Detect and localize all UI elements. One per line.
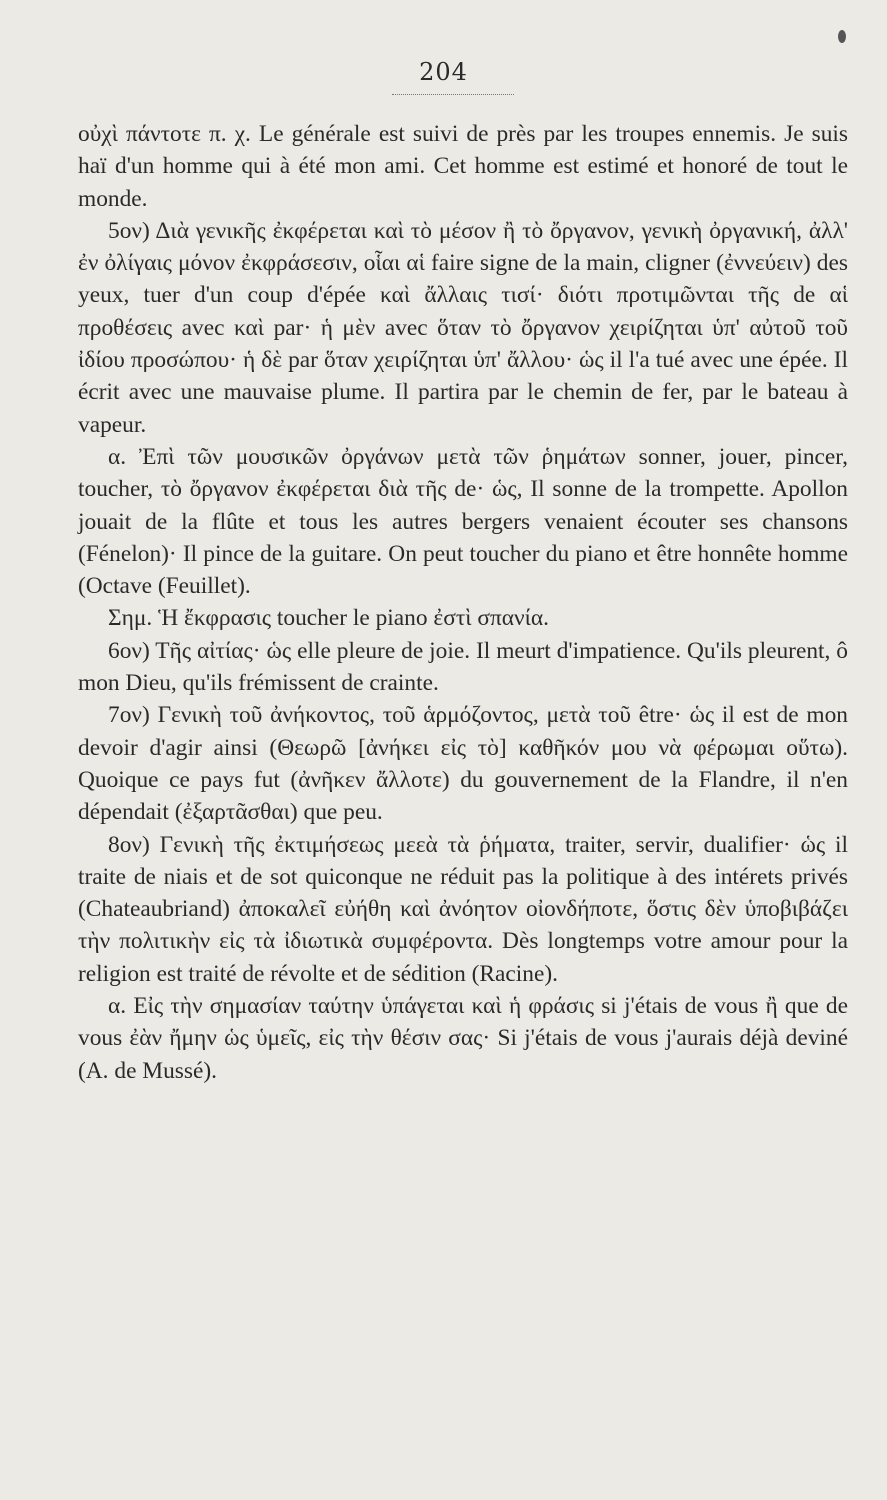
- paragraph-8-alpha: α. Εἰς τὴν σημασίαν ταύτην ὑπάγεται καὶ ἡ φράσις si j'étais de vous ἢ que de vous ἐὰν ἤμην ὡς ὑμεῖς, εἰς τὴν θέσιν σας· Si j'étais de vous j'aurais déjà deviné (A. de Mussé).: [78, 993, 848, 1084]
- paragraph-5-alpha: α. Ἐπὶ τῶν μουσικῶν ὀργάνων μετὰ τῶν ῥημάτων sonner, jouer, pincer, toucher, τὸ ὄργανον ἐκφέρεται διὰ τῆς de· ὡς, Il sonne de la trompette. Apollon jouait de la flûte et tous les autres bergers venaient écouter ses chansons (Fénelon)· Il pince de la guitare. On peut toucher du piano et être honnête homme (Octave (Feuillet).: [78, 443, 848, 600]
- paragraph-8: 8ον) Γενικὴ τῆς ἐκτιμήσεως μεεὰ τὰ ῥήματα, traiter, servir, dualifier· ὡς il traite de niais et de sot quiconque ne réduit pas la politique à des intérets privés (Chateaubriand) ἀποκαλεῖ εὐήθη καὶ ἀνόητον οἰονδήποτε, ὅστις δὲν ὑποβιβάζει τὴν πολιτικὴν εἰς τὰ ἰδιωτικὰ συμφέροντα. Dès longtemps votre amour pour la religion est traité de révolte et de sédition (Racine).: [78, 831, 848, 987]
- body-text: [78, 118, 848, 1087]
- paragraph-5: 5ον) Διὰ γενικῆς ἐκφέρεται καὶ τὸ μέσον ἢ τὸ ὄργανον, γενικὴ ὀργανική, ἀλλ' ἐν ὀλίγαις μόνον ἐκφράσεσιν, οἷαι αἱ faire signe de la main, cligner (ἐννεύειν) des yeux, tuer d'un coup d'épée καὶ ἄλλαις τισί· διότι προτιμῶνται τῆς de αἱ προθέσεις avec καὶ par· ἡ μὲν avec ὅταν τὸ ὄργανον χειρίζηται ὑπ' αὐτοῦ τοῦ ἰδίου προσώπου· ἡ δὲ par ὅταν χειρίζηται ὑπ' ἄλλου· ὡς il l'a tué avec une épée. Il écrit avec une mauvaise plume. Il partira par le chemin de fer, par le bateau à vapeur.: [78, 217, 848, 438]
- page-number: 204: [419, 58, 468, 86]
- paragraph-continuation: οὐχὶ πάντοτε π. χ. Le générale est suivi de près par les troupes ennemis. Je suis haï d'un homme qui à été mon ami. Cet homme est estimé et honoré de tout le monde.: [78, 121, 848, 212]
- page-number-rule: [392, 94, 514, 95]
- paragraph-6: 6ον) Τῆς αἰτίας· ὡς elle pleure de joie. Il meurt d'impatience. Qu'ils pleurent, ô mon Dieu, qu'ils frémissent de crainte.: [78, 637, 848, 697]
- paragraph-note: Σημ. Ἡ ἔκφρασις toucher le piano ἐστὶ σπανία.: [108, 605, 550, 632]
- paragraph-7: 7ον) Γενικὴ τοῦ ἀνήκοντος, τοῦ ἁρμόζοντος, μετὰ τοῦ être· ὡς il est de mon devoir d'agir ainsi (Θεωρῶ [ἀνήκει εἰς τὸ] καθῆκόν μου νὰ φέρωμαι οὕτω). Quoique ce pays fut (ἀνῆκεν ἄλλοτε) du gouvernement de la Flandre, il n'en dépendait (ἐξαρτᾶσθαι) que peu.: [78, 702, 848, 826]
- ink-speck: [838, 30, 846, 43]
